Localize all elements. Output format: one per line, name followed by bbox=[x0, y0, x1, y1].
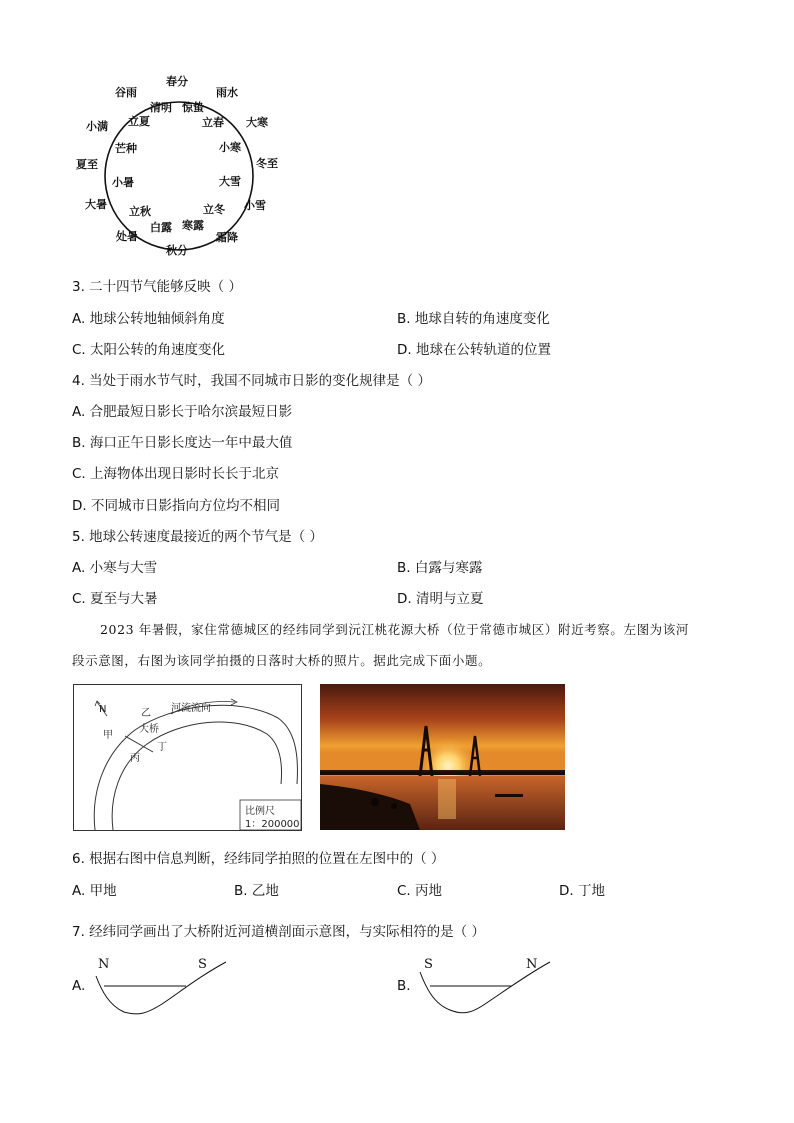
q6-option-c[interactable]: C. 丙地 bbox=[397, 883, 443, 899]
q5-stem: 5. 地球公转速度最接近的两个节气是（ ） bbox=[72, 529, 323, 545]
q6-option-b[interactable]: B. 乙地 bbox=[234, 883, 279, 899]
solar-terms-diagram bbox=[70, 68, 290, 263]
label-bridge: 大桥 bbox=[139, 724, 159, 735]
term-lichun: 立春 bbox=[202, 116, 224, 129]
profile-b-left-label: S bbox=[424, 957, 433, 972]
q3-option-c[interactable]: C. 太阳公转的角速度变化 bbox=[72, 342, 226, 358]
term-lidong: 立冬 bbox=[203, 203, 225, 216]
q3-stem: 3. 二十四节气能够反映（ ） bbox=[72, 279, 242, 295]
term-qiufen: 秋分 bbox=[166, 244, 188, 257]
q7-option-b-label[interactable]: B. bbox=[397, 978, 411, 994]
q5-option-c[interactable]: C. 夏至与大暑 bbox=[72, 591, 158, 607]
north-label: N bbox=[99, 704, 107, 715]
q4-stem: 4. 当处于雨水节气时，我国不同城市日影的变化规律是（ ） bbox=[72, 373, 431, 389]
term-dahan: 大寒 bbox=[246, 116, 268, 129]
q5-option-d[interactable]: D. 清明与立夏 bbox=[397, 591, 484, 607]
profile-a-left-label: N bbox=[98, 957, 110, 972]
term-xiaoman: 小满 bbox=[86, 120, 108, 133]
sunset-bridge-photo bbox=[320, 684, 565, 830]
q5-option-a[interactable]: A. 小寒与大雪 bbox=[72, 560, 158, 576]
term-chushu: 处暑 bbox=[116, 230, 138, 243]
flow-label: 河流流向 bbox=[171, 703, 211, 714]
term-lixia: 立夏 bbox=[128, 115, 150, 128]
q7-stem: 7. 经纬同学画出了大桥附近河道横剖面示意图，与实际相符的是（ ） bbox=[72, 924, 485, 940]
term-chunfen: 春分 bbox=[166, 75, 188, 88]
term-guyu: 谷雨 bbox=[115, 86, 137, 99]
q3-option-b[interactable]: B. 地球自转的角速度变化 bbox=[397, 311, 550, 327]
term-xiaoxue: 小雪 bbox=[244, 199, 266, 212]
term-qingming: 清明 bbox=[150, 101, 172, 114]
passage-line-2: 段示意图，右图为该同学拍摄的日落时大桥的照片。据此完成下面小题。 bbox=[72, 653, 492, 668]
q6-option-d[interactable]: D. 丁地 bbox=[559, 883, 605, 899]
term-bailu: 白露 bbox=[150, 221, 172, 234]
scale-title: 比例尺 bbox=[245, 806, 275, 817]
q4-option-c[interactable]: C. 上海物体出现日影时长长于北京 bbox=[72, 466, 280, 482]
q6-option-a[interactable]: A. 甲地 bbox=[72, 883, 117, 899]
q6-stem: 6. 根据右图中信息判断，经纬同学拍照的位置在左图中的（ ） bbox=[72, 851, 445, 867]
term-dashu: 大暑 bbox=[85, 198, 107, 211]
q3-option-d[interactable]: D. 地球在公转轨道的位置 bbox=[397, 342, 551, 358]
q7-profile-a[interactable] bbox=[88, 952, 238, 1018]
q4-option-a[interactable]: A. 合肥最短日影长于哈尔滨最短日影 bbox=[72, 404, 293, 420]
q7-profile-b[interactable] bbox=[412, 952, 562, 1018]
label-bing: 丙 bbox=[130, 753, 140, 764]
term-mangzhong: 芒种 bbox=[115, 142, 137, 155]
term-shuangjiang: 霜降 bbox=[216, 231, 238, 244]
river-map bbox=[73, 684, 302, 832]
term-daxue: 大雪 bbox=[219, 175, 241, 188]
label-ding: 丁 bbox=[157, 742, 167, 753]
scale-value: 1：200000 bbox=[245, 819, 300, 830]
q4-option-b[interactable]: B. 海口正午日影长度达一年中最大值 bbox=[72, 435, 293, 451]
q5-option-b[interactable]: B. 白露与寒露 bbox=[397, 560, 483, 576]
label-yi: 乙 bbox=[141, 708, 151, 719]
term-liqiu: 立秋 bbox=[129, 205, 151, 218]
profile-a-right-label: S bbox=[198, 957, 207, 972]
passage-line-1: 2023 年暑假，家住常德城区的经纬同学到沅江桃花源大桥（位于常德市城区）附近考察。左图为该河 bbox=[100, 622, 689, 637]
q7-option-a-label[interactable]: A. bbox=[72, 978, 86, 994]
term-jingzhe: 惊蛰 bbox=[182, 101, 204, 114]
profile-b-right-label: N bbox=[526, 957, 538, 972]
q4-option-d[interactable]: D. 不同城市日影指向方位均不相同 bbox=[72, 498, 280, 514]
label-jia: 甲 bbox=[103, 730, 113, 741]
term-xiazhi: 夏至 bbox=[76, 158, 98, 171]
term-yushui: 雨水 bbox=[216, 86, 238, 99]
q3-option-a[interactable]: A. 地球公转地轴倾斜角度 bbox=[72, 311, 225, 327]
term-dongzhi: 冬至 bbox=[256, 157, 278, 170]
term-hanlu: 寒露 bbox=[182, 219, 204, 232]
term-xiaohan: 小寒 bbox=[219, 141, 241, 154]
term-xiaoshu: 小暑 bbox=[112, 176, 134, 189]
